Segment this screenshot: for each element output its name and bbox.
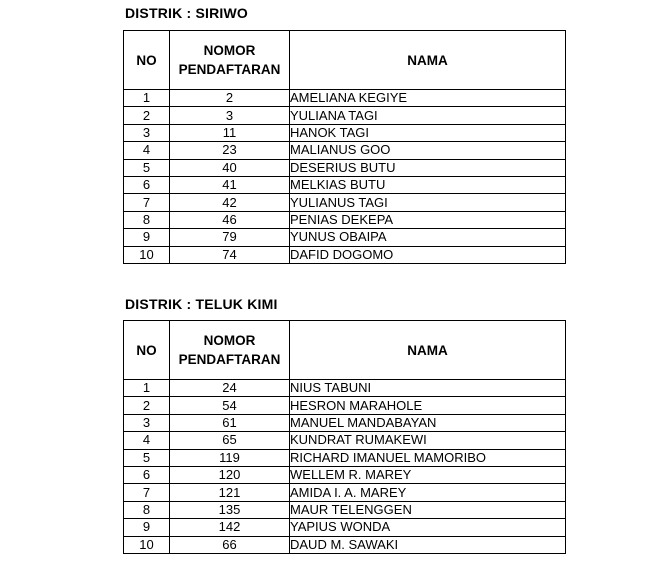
cell-no: 7 [124,484,170,501]
header-name: NAMA [290,31,566,90]
table-header-row [124,31,566,90]
cell-name: MELKIAS BUTU [290,176,566,193]
cell-registration-number: 40 [170,159,290,176]
header-no: NO [124,321,170,380]
cell-no: 1 [124,90,170,107]
table-row [124,484,566,501]
table-row [124,124,566,141]
cell-no: 2 [124,107,170,124]
cell-no: 10 [124,536,170,553]
cell-registration-number: 74 [170,246,290,263]
cell-name: RICHARD IMANUEL MAMORIBO [290,449,566,466]
cell-name: YAPIUS WONDA [290,519,566,536]
cell-registration-number: 119 [170,449,290,466]
table-row [124,142,566,159]
cell-no: 8 [124,501,170,518]
cell-no: 3 [124,124,170,141]
cell-no: 9 [124,519,170,536]
table-header-row [124,321,566,380]
cell-no: 8 [124,211,170,228]
cell-registration-number: 79 [170,229,290,246]
table-row [124,159,566,176]
table-row [124,211,566,228]
header-registration-number [170,31,290,90]
header-no: NO [124,31,170,90]
table-row [124,449,566,466]
cell-registration-number: 2 [170,90,290,107]
cell-name: DAUD M. SAWAKI [290,536,566,553]
table-row [124,90,566,107]
cell-no: 5 [124,449,170,466]
cell-registration-number: 61 [170,414,290,431]
cell-name: MALIANUS GOO [290,142,566,159]
table-row [124,380,566,397]
cell-registration-number: 41 [170,176,290,193]
cell-registration-number: 142 [170,519,290,536]
cell-name: MANUEL MANDABAYAN [290,414,566,431]
table-row [124,107,566,124]
cell-name: MAUR TELENGGEN [290,501,566,518]
registration-table [123,30,566,264]
table-row [124,519,566,536]
section-title: DISTRIK : TELUK KIMI [125,296,278,312]
header-reg-line2: PENDAFTARAN [178,62,281,77]
cell-name: DAFID DOGOMO [290,246,566,263]
cell-registration-number: 23 [170,142,290,159]
cell-no: 4 [124,142,170,159]
cell-registration-number: 54 [170,397,290,414]
table-row [124,229,566,246]
cell-registration-number: 24 [170,380,290,397]
cell-name: WELLEM R. MAREY [290,466,566,483]
cell-registration-number: 3 [170,107,290,124]
cell-registration-number: 11 [170,124,290,141]
header-reg-line1: NOMOR [203,333,256,348]
cell-name: AMELIANA KEGIYE [290,90,566,107]
cell-no: 6 [124,176,170,193]
cell-registration-number: 135 [170,501,290,518]
cell-registration-number: 120 [170,466,290,483]
cell-name: AMIDA I. A. MAREY [290,484,566,501]
table-row [124,536,566,553]
header-reg-line2: PENDAFTARAN [178,352,281,367]
cell-name: PENIAS DEKEPA [290,211,566,228]
cell-registration-number: 65 [170,432,290,449]
table-body [124,380,566,554]
cell-name: DESERIUS BUTU [290,159,566,176]
header-reg-line1: NOMOR [203,43,256,58]
table-row [124,466,566,483]
table-row [124,432,566,449]
header-name: NAMA [290,321,566,380]
cell-name: YULIANUS TAGI [290,194,566,211]
cell-no: 10 [124,246,170,263]
cell-registration-number: 42 [170,194,290,211]
table-row [124,194,566,211]
section-title: DISTRIK : SIRIWO [125,5,248,21]
cell-no: 9 [124,229,170,246]
cell-no: 2 [124,397,170,414]
cell-name: YULIANA TAGI [290,107,566,124]
cell-no: 4 [124,432,170,449]
cell-name: NIUS TABUNI [290,380,566,397]
cell-registration-number: 121 [170,484,290,501]
cell-name: KUNDRAT RUMAKEWI [290,432,566,449]
table-row [124,414,566,431]
header-registration-number [170,321,290,380]
table-row [124,501,566,518]
cell-registration-number: 66 [170,536,290,553]
cell-no: 6 [124,466,170,483]
cell-no: 5 [124,159,170,176]
cell-no: 7 [124,194,170,211]
cell-registration-number: 46 [170,211,290,228]
cell-no: 1 [124,380,170,397]
cell-no: 3 [124,414,170,431]
table-row [124,246,566,263]
registration-table [123,320,566,554]
cell-name: HESRON MARAHOLE [290,397,566,414]
table-row [124,397,566,414]
table-body [124,90,566,264]
cell-name: YUNUS OBAIPA [290,229,566,246]
table-row [124,176,566,193]
cell-name: HANOK TAGI [290,124,566,141]
